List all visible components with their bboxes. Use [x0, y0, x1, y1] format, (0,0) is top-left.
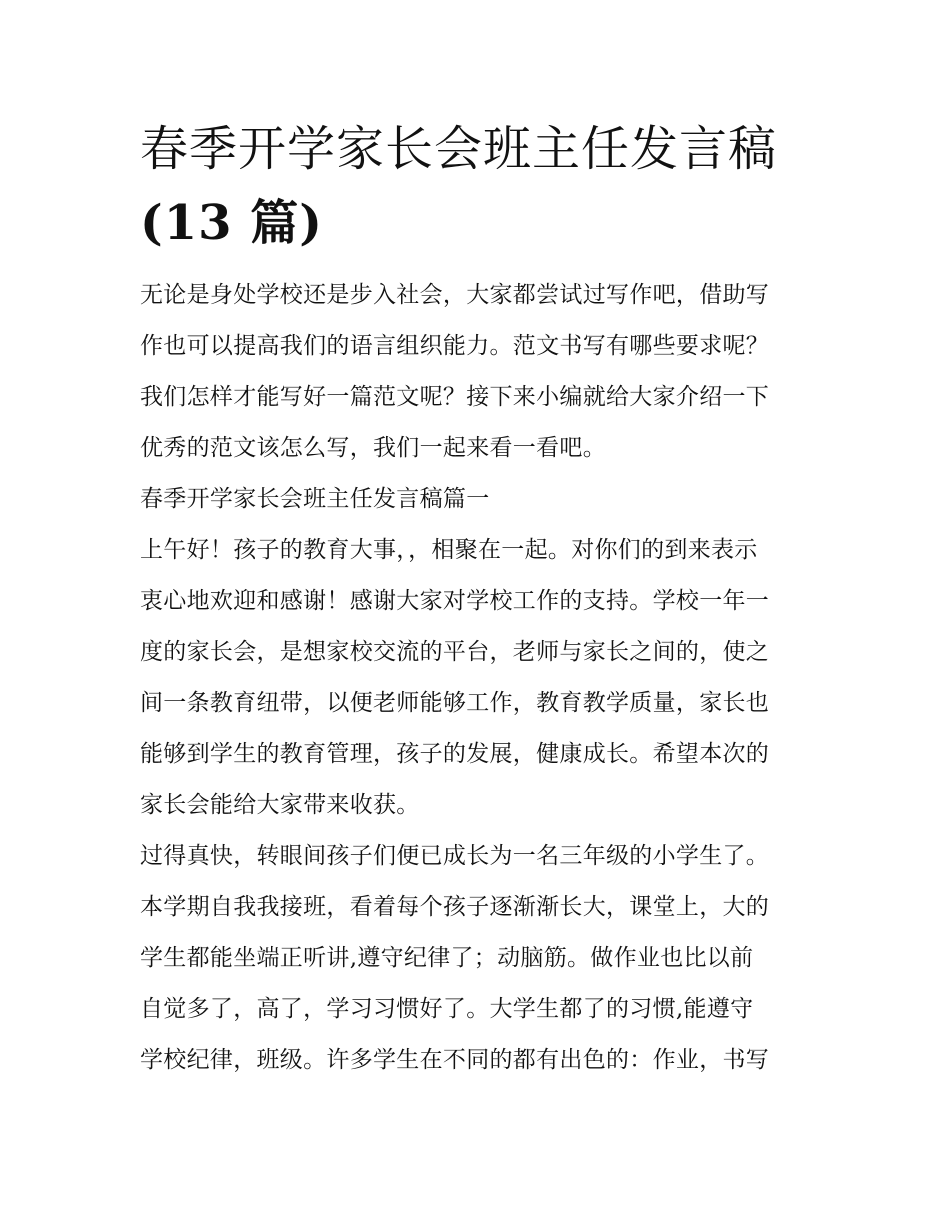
text-line: 本学期自我我接班，看着每个孩子逐渐渐长大，课堂上，大的 [140, 894, 770, 920]
section-heading: 春季开学家长会班主任发言稿篇一 [140, 486, 490, 512]
text-line: 衷心地欢迎和感谢！感谢大家对学校工作的支持。学校一年一 [140, 588, 770, 614]
text-line: 过得真快，转眼间孩子们便已成长为一名三年级的小学生了。 [140, 843, 770, 869]
text-line: 优秀的范文该怎么写，我们一起来看一看吧。 [140, 435, 606, 461]
paragraph-2 [140, 831, 820, 1086]
text-line: 家长会能给大家带来收获。 [140, 792, 420, 818]
text-line: 间一条教育纽带，以便老师能够工作，教育教学质量，家长也 [140, 690, 770, 716]
text-line: 学生都能坐端正听讲,遵守纪律了；动脑筋。做作业也比以前 [140, 945, 754, 971]
text-line: 作也可以提高我们的语言组织能力。范文书写有哪些要求呢？ [140, 333, 770, 359]
document-body [140, 112, 820, 1086]
intro-paragraph [140, 270, 820, 474]
text-line: 上午好！孩子的教育大事，，相聚在一起。对你们的到来表示 [140, 537, 758, 563]
text-line: 自觉多了，高了，学习习惯好了。大学生都了的习惯,能遵守 [140, 996, 754, 1022]
text-line: 我们怎样才能写好一篇范文呢？接下来小编就给大家介绍一下 [140, 384, 770, 410]
text-line: 度的家长会，是想家校交流的平台，老师与家长之间的，使之 [140, 639, 770, 665]
paragraph-1 [140, 525, 820, 831]
title-line: 春季开学家长会班主任发言稿 [140, 121, 778, 177]
text-line: 学校纪律，班级。许多学生在不同的都有出色的：作业，书写 [140, 1047, 770, 1073]
text-line: 能够到学生的教育管理，孩子的发展，健康成长。希望本次的 [140, 741, 770, 767]
text-line: 无论是身处学校还是步入社会，大家都尝试过写作吧，借助写 [140, 282, 770, 308]
title-subtitle-line: (13 篇) [140, 195, 323, 251]
document-title [140, 112, 820, 260]
